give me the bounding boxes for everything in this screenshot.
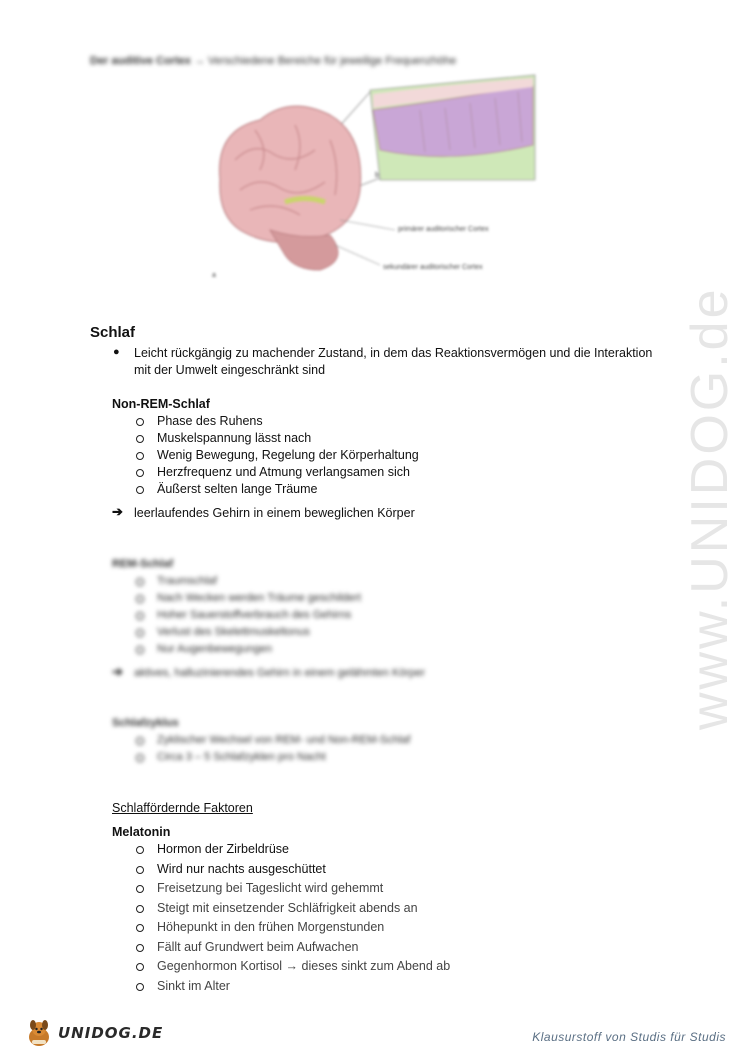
list-ring-icon xyxy=(136,754,144,762)
list-ring-icon xyxy=(136,469,144,477)
list-ring-icon xyxy=(136,452,144,460)
list-ring-icon xyxy=(136,578,144,586)
list-ring-icon xyxy=(136,905,144,913)
section-heading-rem: REM-Schlaf xyxy=(112,558,174,570)
figure-label-a: a xyxy=(212,272,216,279)
brain-illustration xyxy=(200,70,540,285)
list-ring-icon xyxy=(136,866,144,874)
list-ring-icon xyxy=(136,646,144,654)
list-item: Hoher Sauerstoffverbrauch des Gehirns xyxy=(157,609,352,621)
section-heading-nonrem: Non-REM-Schlaf xyxy=(112,397,210,411)
figure-label-primary: primärer auditorischer Cortex xyxy=(398,226,489,233)
list-ring-icon xyxy=(136,963,144,971)
list-ring-icon xyxy=(136,486,144,494)
list-ring-icon xyxy=(136,435,144,443)
list-ring-icon xyxy=(136,418,144,426)
unidog-logo[interactable] xyxy=(24,1018,163,1048)
caption-subtitle: Verschiedene Bereiche für jeweilige Frequenzhöhe xyxy=(208,55,457,67)
list-ring-icon xyxy=(136,737,144,745)
figure-label-secondary: sekundärer auditorischer Cortex xyxy=(383,264,483,271)
list-ring-icon xyxy=(136,629,144,637)
list-item: Zyklischer Wechsel von REM- und Non-REM-Schlaf xyxy=(157,734,411,746)
list-item: Herzfrequenz und Atmung verlangsamen sich xyxy=(157,465,410,479)
list-ring-icon xyxy=(136,846,144,854)
list-item: Sinkt im Alter xyxy=(157,979,230,993)
section-heading-faktoren: Schlaffördernde Faktoren xyxy=(112,801,253,815)
list-ring-icon xyxy=(136,612,144,620)
list-item: Nach Wecken werden Träume geschildert xyxy=(157,592,362,604)
figure-label-b: b xyxy=(375,172,379,179)
schlaf-definition-line2: mit der Umwelt eingeschränkt sind xyxy=(134,363,326,377)
list-item: Wenig Bewegung, Regelung der Körperhaltung xyxy=(157,448,419,462)
arrow-right-icon: ➔ xyxy=(112,664,123,679)
list-item: Steigt mit einsetzender Schläfrigkeit abends an xyxy=(157,901,418,915)
list-ring-icon xyxy=(136,924,144,932)
list-item: Höhepunkt in den frühen Morgenstunden xyxy=(157,920,385,934)
section-heading-schlaf: Schlaf xyxy=(90,324,136,341)
footer-tagline: Klausurstoff von Studis für Studis xyxy=(532,1030,726,1044)
list-ring-icon xyxy=(136,983,144,991)
list-item: Traumschlaf xyxy=(157,575,218,587)
rem-conclusion: aktives, halluzinierendes Gehirn in einem gelähmten Körper xyxy=(134,667,426,679)
arrow-right-icon: ➔ xyxy=(112,504,123,519)
list-item: Phase des Ruhens xyxy=(157,414,263,428)
list-ring-icon xyxy=(136,944,144,952)
list-item: Gegenhormon Kortisol → dieses sinkt zum Abend ab xyxy=(157,959,451,973)
logo-text: UNIDOG.DE xyxy=(58,1024,164,1042)
section-heading-zyklus: Schlafzyklus xyxy=(112,717,179,729)
caption-title: Der auditive Cortex xyxy=(90,55,191,67)
list-item: Nur Augenbewegungen xyxy=(157,643,272,655)
list-ring-icon xyxy=(136,885,144,893)
figure-caption xyxy=(90,55,550,67)
list-item: Verlust des Skelettmuskeltonus xyxy=(157,626,310,638)
list-item: Freisetzung bei Tageslicht wird gehemmt xyxy=(157,881,384,895)
brain-figure xyxy=(200,70,540,285)
list-item: Hormon der Zirbeldrüse xyxy=(157,842,289,856)
nonrem-conclusion: leerlaufendes Gehirn in einem beweglichen Körper xyxy=(134,506,415,520)
caption-arrow: → xyxy=(193,55,205,67)
list-item: Circa 3 – 5 Schlafzyklen pro Nacht xyxy=(157,751,326,763)
list-item: Fällt auf Grundwert beim Aufwachen xyxy=(157,940,359,954)
watermark: www.UNIDOG.de xyxy=(681,286,739,730)
list-item: Wird nur nachts ausgeschüttet xyxy=(157,862,326,876)
dog-mascot-icon xyxy=(24,1018,54,1048)
list-item: Muskelspannung lässt nach xyxy=(157,431,312,445)
list-ring-icon xyxy=(136,595,144,603)
list-item: Äußerst selten lange Träume xyxy=(157,482,318,496)
bullet-dot: ● xyxy=(113,346,120,358)
section-heading-melatonin: Melatonin xyxy=(112,825,171,839)
schlaf-definition-line1: Leicht rückgängig zu machender Zustand, in dem das Reaktionsvermögen und die Interaktion xyxy=(134,346,653,360)
